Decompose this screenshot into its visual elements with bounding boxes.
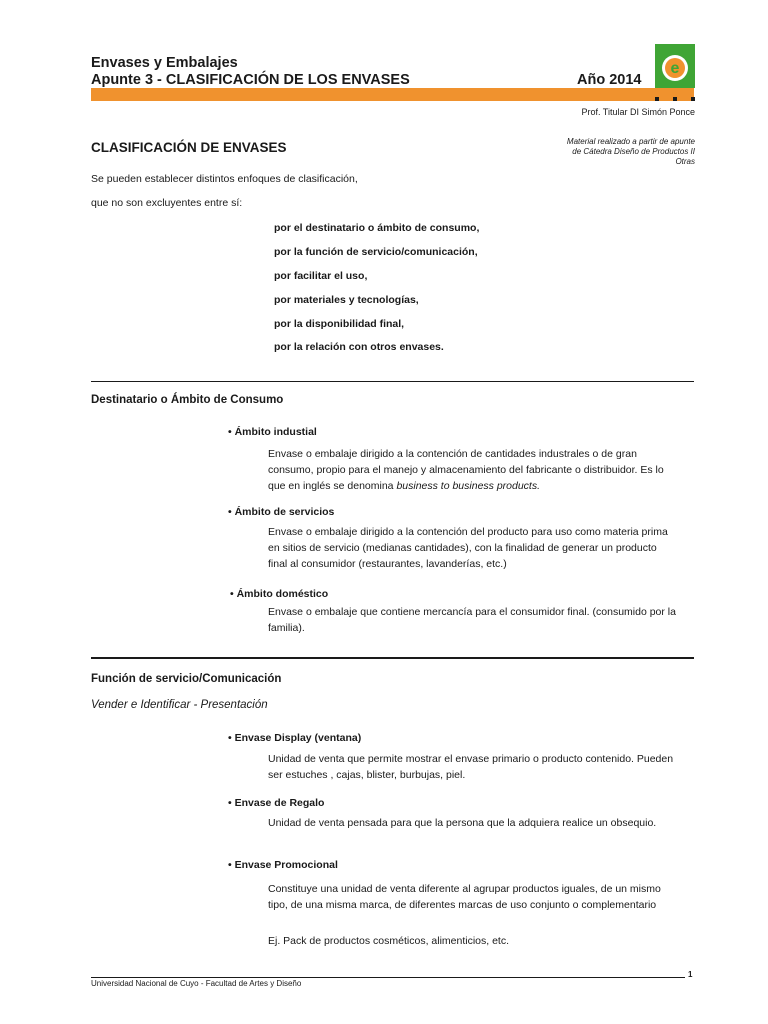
approach-item: por materiales y tecnologías, [274, 294, 419, 306]
item-title: • Ámbito de servicios [228, 506, 335, 518]
approach-item: por el destinatario o ámbito de consumo, [274, 222, 480, 234]
footer-divider [91, 977, 685, 978]
item-body: Unidad de venta que permite mostrar el envase primario o producto contenido. Pueden ser estuches , cajas, blister, burbujas, piel. [268, 753, 674, 781]
item-italic: business to business products. [396, 480, 541, 492]
logo-letter: e [670, 60, 680, 77]
item-title: • Ámbito industial [228, 426, 317, 438]
item-title: • Envase de Regalo [228, 797, 325, 809]
item-title: • Ámbito doméstico [230, 588, 329, 600]
section-divider [91, 657, 694, 659]
funcion-heading: Función de servicio/Comunicación [91, 673, 282, 685]
section-title: CLASIFICACIÓN DE ENVASES [91, 140, 287, 155]
approach-item: por facilitar el uso, [274, 270, 368, 282]
document-subtitle: Apunte 3 - CLASIFICACIÓN DE LOS ENVASES [91, 72, 410, 88]
document-year: Año 2014 [577, 72, 642, 88]
material-note-line: Material realizado a partir de apunte [566, 137, 695, 146]
document-title: Envases y Embalajes [91, 55, 238, 71]
footer-institution: Universidad Nacional de Cuyo - Facultad de Artes y Diseño [91, 979, 302, 988]
intro-line: que no son excluyentes entre sí: [91, 197, 243, 209]
approach-item: por la relación con otros envases. [274, 341, 444, 353]
logo-dots [655, 96, 695, 102]
item-title: • Envase Display (ventana) [228, 732, 362, 744]
item-text: Envase o embalaje dirigido a la contención de cantidades industrales o de gran consumo, propio para el manejo y almacenamiento del fabricante o distribuidor. Es lo que en inglés se denomina [268, 448, 664, 492]
item-body: Unidad de venta pensada para que la persona que la adquiera realice un obsequio. [268, 817, 657, 829]
item-body: Envase o embalaje dirigido a la contención del producto para uso como materia prima en sitios de servicio (medianas cantidades), con la finalidad de generar un producto final al consumidor (restaurantes, lavanderías, etc.) [268, 526, 668, 570]
material-note-line: de Cátedra Diseño de Productos II [572, 147, 695, 156]
material-note-line: Otras [675, 157, 695, 166]
destinatario-heading: Destinatario o Ámbito de Consumo [91, 394, 284, 406]
item-body: Constituye una unidad de venta diferente al agrupar productos iguales, de un mismo tipo, de una misma marca, de diferentes marcas de uso conjunto o complementario [268, 883, 661, 911]
funcion-subheading: Vender e Identificar - Presentación [91, 699, 268, 711]
item-body [268, 446, 678, 494]
page-number: 1 [688, 970, 693, 979]
section-divider [91, 381, 694, 382]
logo-e-icon [655, 44, 695, 88]
intro-line: Se pueden establecer distintos enfoques de clasificación, [91, 173, 358, 185]
item-body: Envase o embalaje que contiene mercancía para el consumidor final. (consumido por la familia). [268, 606, 676, 634]
approach-item: por la disponibilidad final, [274, 318, 405, 330]
approach-item: por la función de servicio/comunicación, [274, 246, 478, 258]
material-note [495, 137, 695, 167]
header-accent-bar [91, 88, 694, 101]
item-example: Ej. Pack de productos cosméticos, alimenticios, etc. [268, 935, 510, 947]
professor-credit: Prof. Titular DI Simón Ponce [581, 107, 695, 117]
item-title: • Envase Promocional [228, 859, 338, 871]
